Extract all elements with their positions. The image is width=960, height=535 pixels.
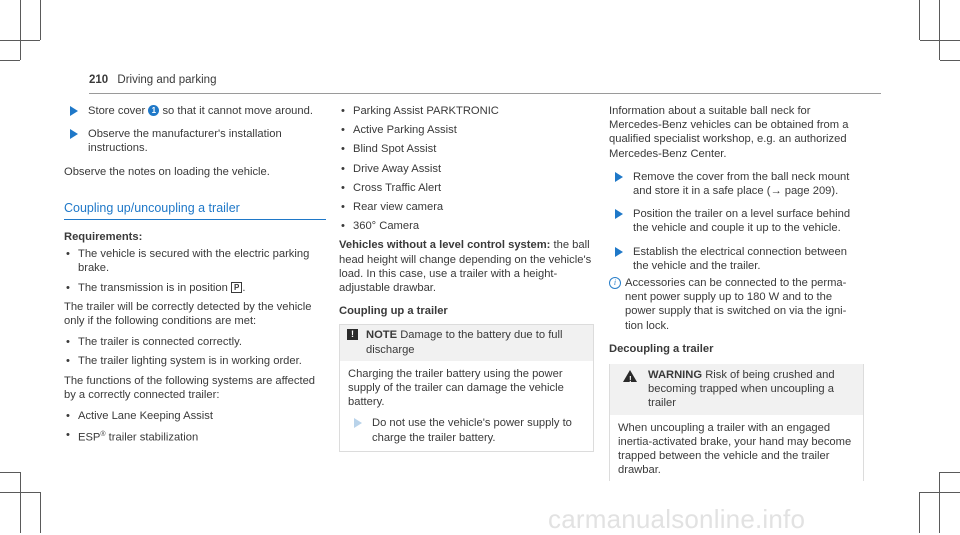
step-arrow-icon xyxy=(615,172,623,182)
list-item: • 360° Camera xyxy=(339,219,594,233)
step-store-cover xyxy=(64,104,326,118)
list-item: • The vehicle is secured with the electric parking brake. xyxy=(64,247,326,275)
column-left xyxy=(64,104,326,450)
step-arrow-icon xyxy=(615,209,623,219)
note-title: Damage to the battery due to full discharge xyxy=(366,329,563,356)
crop-mark xyxy=(0,492,40,493)
list-item xyxy=(64,281,326,295)
step-text: Remove the cover from the ball neck mount and store it in a safe place ( xyxy=(633,170,850,198)
watermark: carmanualsonline.info xyxy=(548,504,806,534)
paragraph-lead: Vehicles without a level control system: xyxy=(339,239,551,252)
requirements-title: Requirements: xyxy=(64,231,143,244)
note-header xyxy=(340,325,593,360)
step-arrow-icon xyxy=(70,106,78,116)
list-item: • Active Lane Keeping Assist xyxy=(64,409,326,423)
list-item: • Active Parking Assist xyxy=(339,123,594,137)
paragraph-text: the ball head height will change depending on the vehicle's load. In this case, use a trailer with a height-adjustable drawbar. xyxy=(339,239,592,295)
notice-icon: ! xyxy=(347,329,358,340)
step-text: Store cover xyxy=(88,105,146,117)
column-right xyxy=(609,104,864,481)
step-arrow-icon xyxy=(354,418,362,428)
crop-mark xyxy=(40,492,41,533)
crop-mark xyxy=(20,0,21,60)
subsection-title: Coupling up a trailer xyxy=(339,305,448,318)
cross-reference-arrow: → xyxy=(770,185,782,198)
paragraph: The functions of the following systems are affected by a correctly connected trailer: xyxy=(64,374,316,401)
crop-mark xyxy=(0,60,20,61)
step-text: Do not use the vehicle's power supply to charge the trailer battery. xyxy=(372,417,572,444)
list-item: • Parking Assist PARKTRONIC xyxy=(339,104,594,118)
info-note xyxy=(609,276,864,333)
crop-mark xyxy=(940,472,960,473)
step-observe-instructions xyxy=(64,127,326,155)
paragraph: Observe the notes on loading the vehicle. xyxy=(64,165,270,178)
gear-p-icon: P xyxy=(231,282,242,293)
list-item: • Drive Away Assist xyxy=(339,162,594,176)
list-item-text: ESP xyxy=(78,431,101,444)
step-position-trailer xyxy=(609,207,864,235)
list-item-text: The transmission is in position xyxy=(78,281,228,294)
crop-mark xyxy=(920,492,960,493)
crop-mark xyxy=(939,0,940,60)
step-text: Establish the electrical connection between the vehicle and the trailer. xyxy=(633,245,847,272)
warning-exclamation-icon: ! xyxy=(629,375,632,385)
info-text: Accessories can be connected to the perma-nent power supply up to 180 W and to the power supply that is switched on via the igni-tion lock. xyxy=(625,277,847,332)
step-electrical-connection xyxy=(609,245,864,273)
note-text: Charging the trailer battery using the power supply of the trailer can damage the vehicle battery. xyxy=(348,367,564,409)
subsection-title: Decoupling a trailer xyxy=(609,342,714,355)
crop-mark xyxy=(0,472,20,473)
paragraph xyxy=(339,238,594,295)
list-item: • Cross Traffic Alert xyxy=(339,181,594,195)
crop-mark xyxy=(919,492,920,533)
paragraph: Information about a suitable ball neck for Mercedes-Benz vehicles can be obtained from a qualified specialist workshop, e.g. an authorized Mercedes-Benz Center. xyxy=(609,105,849,160)
list-item-text: . xyxy=(242,281,246,294)
info-icon: i xyxy=(609,277,621,289)
crop-mark xyxy=(919,0,920,40)
step-text: so that it cannot move around. xyxy=(162,105,313,117)
crop-mark xyxy=(40,0,41,40)
list-item-text: trailer stabilization xyxy=(105,431,199,444)
note-step xyxy=(348,416,585,444)
step-remove-cover xyxy=(609,170,864,198)
section-name: Driving and parking xyxy=(117,74,217,86)
page-header xyxy=(89,74,216,86)
crop-mark xyxy=(939,472,940,533)
warning-title: Risk of being crushed and becoming trapped when uncoupling a trailer xyxy=(648,369,835,410)
step-arrow-icon xyxy=(70,129,78,139)
paragraph: The trailer will be correctly detected by the vehicle only if the following conditions are met: xyxy=(64,300,312,328)
list-item xyxy=(64,428,326,445)
warning-body: When uncoupling a trailer with an engaged inertia-activated brake, your hand may become trapped between the vehicle and the trailer drawbar. xyxy=(618,421,852,477)
warning-header xyxy=(610,364,863,415)
step-text: page 209). xyxy=(781,185,839,198)
header-rule xyxy=(89,93,881,94)
step-text: Observe the manufacturer's installation instructions. xyxy=(88,128,282,155)
column-middle xyxy=(339,104,594,452)
warning-box xyxy=(609,364,864,481)
step-arrow-icon xyxy=(615,247,623,257)
note-box xyxy=(339,324,594,451)
list-item: • The trailer lighting system is in working order. xyxy=(64,354,326,368)
crop-mark xyxy=(920,40,960,41)
warning-label: WARNING xyxy=(648,369,703,382)
registered-mark: ® xyxy=(100,431,106,439)
note-label: NOTE xyxy=(366,329,398,342)
crop-mark xyxy=(940,60,960,61)
section-title: Coupling up/uncoupling a trailer xyxy=(64,201,326,220)
list-item: • Rear view camera xyxy=(339,200,594,214)
step-text: Position the trailer on a level surface behind the vehicle and couple it up to the vehicle. xyxy=(633,208,851,235)
callout-number-icon: 1 xyxy=(148,105,159,116)
list-item: • Blind Spot Assist xyxy=(339,142,594,156)
crop-mark xyxy=(20,472,21,533)
note-body xyxy=(340,361,593,451)
list-item: • The trailer is connected correctly. xyxy=(64,335,326,349)
page-number: 210 xyxy=(89,74,109,86)
